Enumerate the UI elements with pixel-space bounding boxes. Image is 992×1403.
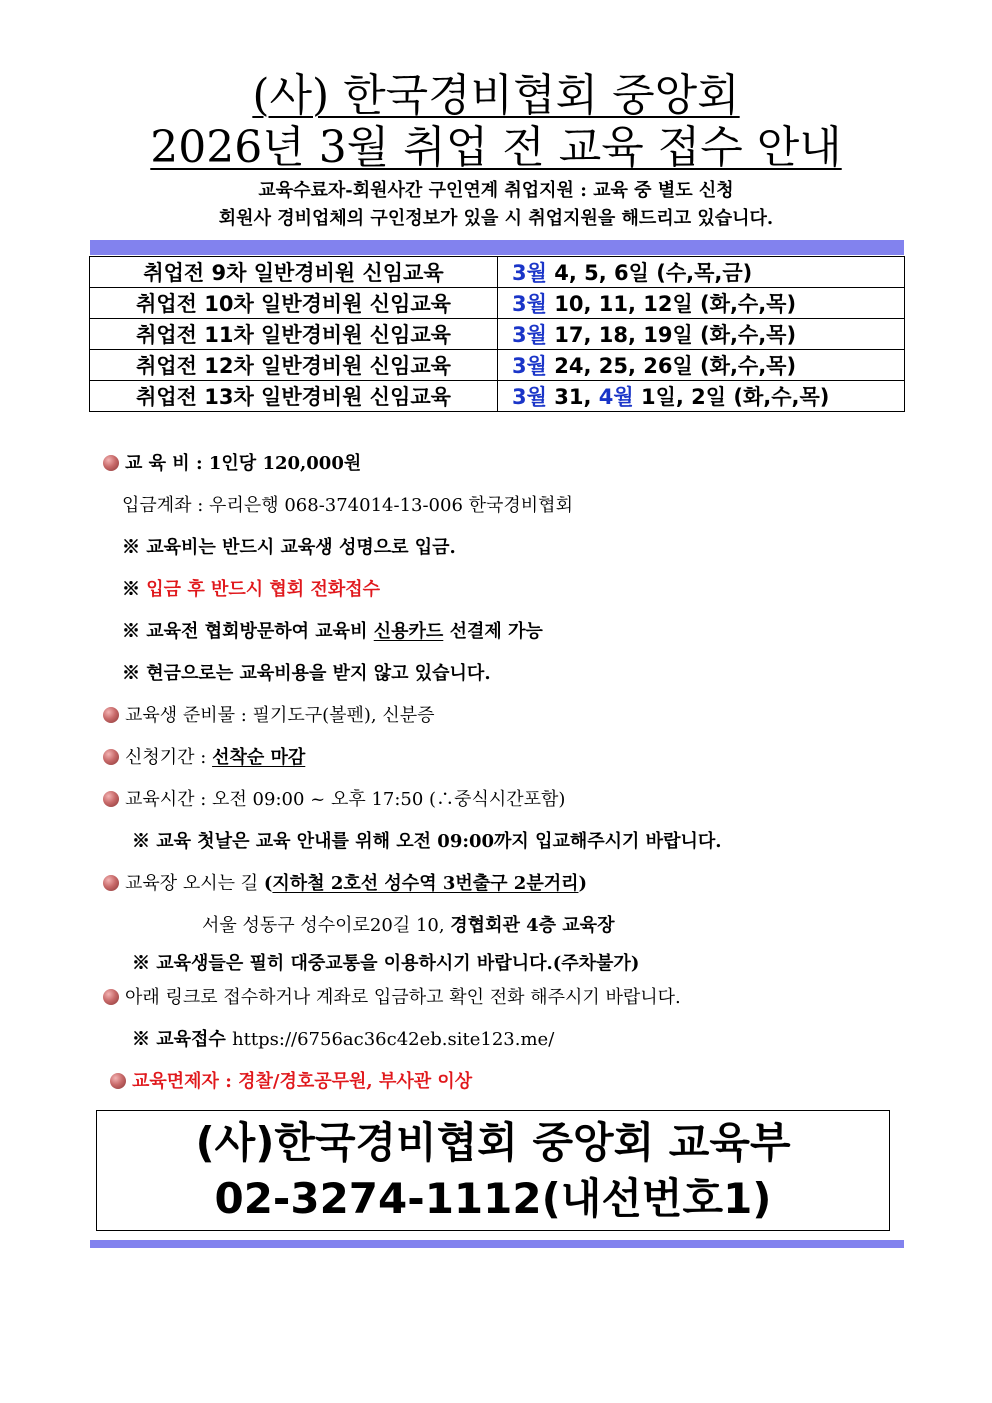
page-subtitle-title: 2026년 3월 취업 전 교육 접수 안내: [150, 122, 842, 173]
bullet-icon: [110, 1073, 126, 1089]
bullet-icon: [103, 989, 119, 1005]
address-line: 서울 성동구 성수이로20길 10, 경협회관 4층 교육장: [202, 915, 615, 936]
course-dates: 3월 10, 11, 12일 (화,수,목): [498, 288, 905, 319]
exempt-line: 교육면제자 : 경찰/경호공무원, 부사관 이상: [110, 1070, 472, 1094]
table-row: [90, 257, 905, 288]
contact-box: [96, 1110, 890, 1231]
table-row: [90, 381, 905, 412]
fee-note-2: ※ 입금 후 반드시 협회 전화접수: [122, 579, 381, 600]
table-row: [90, 319, 905, 350]
period-line: 신청기간 : 선착순 마감: [103, 746, 305, 770]
table-row: [90, 288, 905, 319]
contact-phone: 02-3274-1112(내선번호1): [214, 1174, 772, 1223]
course-name: 취업전 9차 일반경비원 신임교육: [90, 257, 498, 288]
course-dates: 3월 31, 4월 1일, 2일 (화,수,목): [498, 381, 905, 412]
course-dates: 3월 24, 25, 26일 (화,수,목): [498, 350, 905, 381]
accent-bar-bottom: [90, 1240, 904, 1248]
course-dates: 3월 4, 5, 6일 (수,목,금): [498, 257, 905, 288]
apply-link[interactable]: https://6756ac36c42eb.site123.me/: [232, 1029, 555, 1050]
bullet-icon: [103, 455, 119, 471]
bullet-icon: [103, 791, 119, 807]
time-line: 교육시간 : 오전 09:00 ~ 오후 17:50 (∴중식시간포함): [103, 788, 565, 812]
course-name: 취업전 13차 일반경비원 신임교육: [90, 381, 498, 412]
bullet-icon: [103, 875, 119, 891]
course-name: 취업전 12차 일반경비원 신임교육: [90, 350, 498, 381]
table-row: [90, 350, 905, 381]
contact-org: (사)한국경비협회 중앙회 교육부: [195, 1118, 791, 1167]
bullet-icon: [103, 749, 119, 765]
bullet-icon: [103, 707, 119, 723]
course-name: 취업전 10차 일반경비원 신임교육: [90, 288, 498, 319]
subtitle-line-2: 회원사 경비업체의 구인정보가 있을 시 취업지원을 해드리고 있습니다.: [218, 208, 774, 229]
transit-note: ※ 교육생들은 필히 대중교통을 이용하시기 바랍니다.(주차불가): [132, 953, 640, 974]
page-title: (사) 한국경비협회 중앙회: [252, 70, 740, 121]
fee-note-3: ※ 교육전 협회방문하여 교육비 신용카드 선결제 가능: [122, 621, 543, 642]
supplies-line: 교육생 준비물 : 필기도구(볼펜), 신분증: [103, 704, 435, 728]
fee-note-1: ※ 교육비는 반드시 교육생 성명으로 입금.: [122, 537, 456, 558]
route-line: 교육장 오시는 길 (지하철 2호선 성수역 3번출구 2분거리): [103, 872, 587, 896]
schedule-table: [89, 256, 905, 412]
subtitle-line-1: 교육수료자-회원사간 구인연계 취업지원 : 교육 중 별도 신청: [258, 180, 734, 201]
account-line: 입금계좌 : 우리은행 068-374014-13-006 한국경비협회: [122, 495, 573, 516]
course-name: 취업전 11차 일반경비원 신임교육: [90, 319, 498, 350]
accent-bar-top: [90, 240, 904, 255]
time-note: ※ 교육 첫날은 교육 안내를 위해 오전 09:00까지 입교해주시기 바랍니다.: [132, 831, 722, 852]
apply-line: 아래 링크로 접수하거나 계좌로 입금하고 확인 전화 해주시기 바랍니다.: [103, 986, 681, 1010]
fee-line: 교 육 비 : 1인당 120,000원: [103, 452, 361, 476]
fee-note-4: ※ 현금으로는 교육비용을 받지 않고 있습니다.: [122, 663, 491, 684]
apply-link-line: ※ 교육접수 https://6756ac36c42eb.site123.me/: [132, 1029, 555, 1050]
course-dates: 3월 17, 18, 19일 (화,수,목): [498, 319, 905, 350]
